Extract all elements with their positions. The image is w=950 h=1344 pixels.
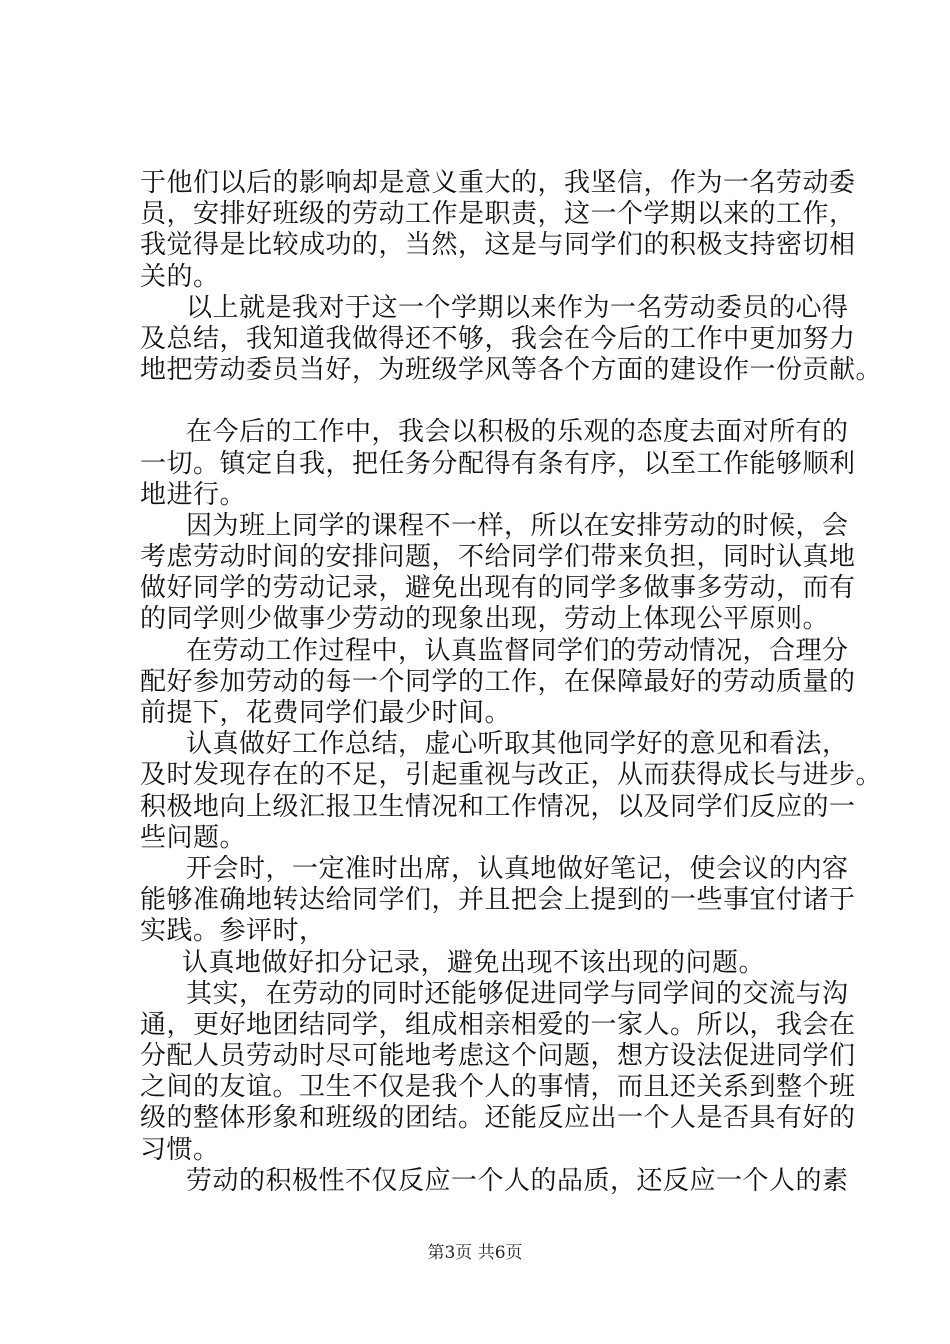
text-line: 地进行。 (140, 479, 247, 510)
text-line: 能够准确地转达给同学们，并且把会上提到的一些事宜付诸于 (140, 885, 856, 916)
paragraph-start: 劳动的积极性不仅反应一个人的品质，还反应一个人的素 (186, 1165, 849, 1196)
paragraph-start: 在今后的工作中，我会以积极的乐观的态度去面对所有的 (186, 417, 849, 448)
text-line: 实践。参评时， (140, 916, 326, 947)
paragraph-start: 在劳动工作过程中，认真监督同学们的劳动情况，合理分 (186, 635, 849, 666)
text-line: 于他们以后的影响却是意义重大的，我坚信，作为一名劳动委 (140, 168, 856, 198)
text-line: 前提下，花费同学们最少时间。 (140, 698, 512, 728)
text-line: 分配人员劳动时尽可能地考虑这个问题，想方设法促进同学们 (140, 1041, 856, 1072)
paragraph-start: 因为班上同学的课程不一样，所以在安排劳动的时候，会 (186, 510, 849, 541)
paragraph-gap (140, 386, 840, 417)
text-line: 之间的友谊。卫生不仅是我个人的事情，而且还关系到整个班 (140, 1072, 856, 1103)
paragraph-start: 认真地做好扣分记录，避免出现不该出现的问题。 (182, 947, 766, 978)
paragraph-start: 开会时，一定准时出席，认真地做好笔记，使会议的内容 (186, 853, 849, 884)
text-line: 及时发现存在的不足，引起重视与改正，从而获得成长与进步。 (140, 760, 883, 791)
text-line: 员，安排好班级的劳动工作是职责，这一个学期以来的工作， (140, 199, 856, 230)
text-line: 地把劳动委员当好，为班级学风等各个方面的建设作一份贡献。 (140, 355, 883, 386)
paragraph-start: 以上就是我对于这一个学期以来作为一名劳动委员的心得 (186, 292, 849, 323)
paragraph-start: 认真做好工作总结，虚心听取其他同学好的意见和看法， (186, 729, 849, 760)
text-line: 考虑劳动时间的安排问题，不给同学们带来负担，同时认真地 (140, 542, 856, 573)
text-line: 通，更好地团结同学，组成相亲相爱的一家人。所以，我会在 (140, 1009, 856, 1040)
document-body (140, 168, 883, 1197)
text-line: 积极地向上级汇报卫生情况和工作情况，以及同学们反应的一 (140, 791, 856, 822)
text-line: 关的。 (140, 261, 220, 292)
text-line: 级的整体形象和班级的团结。还能反应出一个人是否具有好的 (140, 1103, 856, 1134)
text-line: 的同学则少做事少劳动的现象出现，劳动上体现公平原则。 (140, 604, 830, 635)
text-line: 我觉得是比较成功的，当然，这是与同学们的积极支持密切相 (140, 230, 856, 261)
text-line: 一切。镇定自我，把任务分配得有条有序，以至工作能够顺利 (140, 448, 856, 479)
text-line: 做好同学的劳动记录，避免出现有的同学多做事多劳动，而有 (140, 573, 856, 604)
paragraph-start: 其实，在劳动的同时还能够促进同学与同学间的交流与沟 (186, 978, 849, 1009)
text-line: 及总结，我知道我做得还不够，我会在今后的工作中更加努力 (140, 323, 856, 354)
text-line: 些问题。 (140, 822, 247, 853)
page-number-footer: 第3页 共6页 (427, 1243, 523, 1263)
text-line: 配好参加劳动的每一个同学的工作，在保障最好的劳动质量的 (140, 666, 856, 697)
text-line: 习惯。 (140, 1134, 220, 1165)
